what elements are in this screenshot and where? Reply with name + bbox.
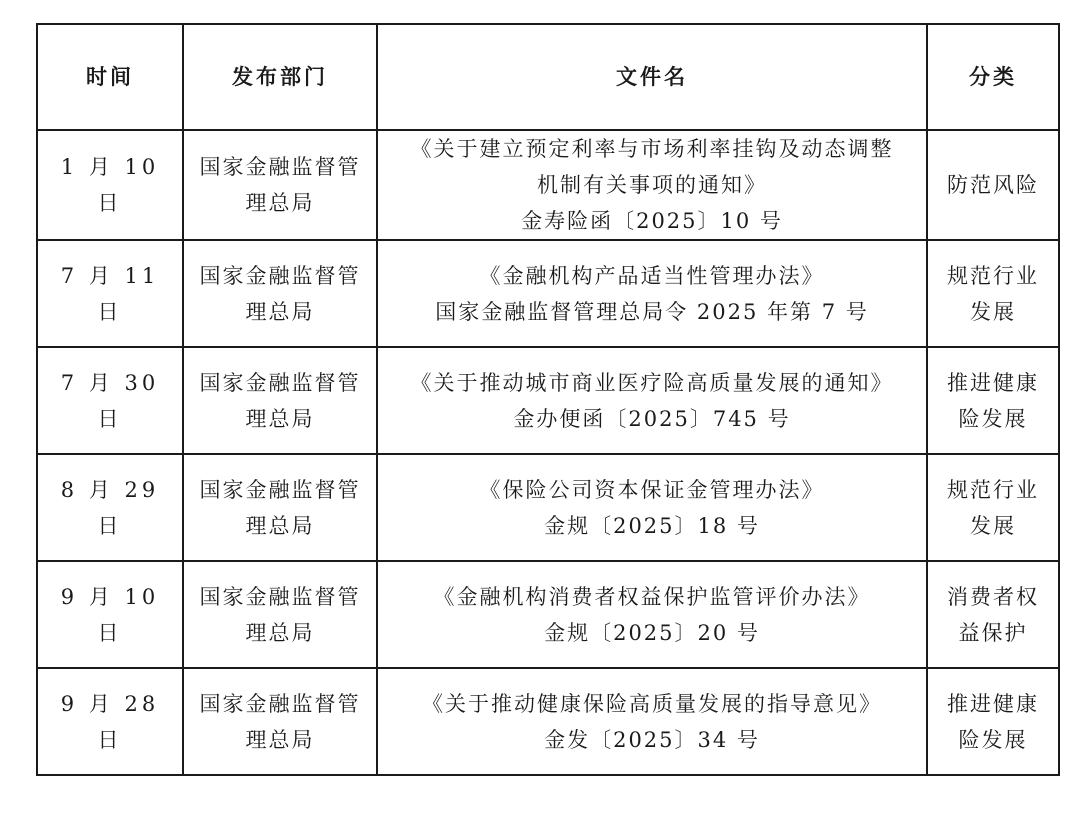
header-department: 发布部门 — [183, 24, 377, 130]
cell-category: 规范行业发展 — [927, 454, 1059, 561]
cell-document — [377, 347, 927, 454]
cell-department: 国家金融监督管理总局 — [183, 668, 377, 775]
cell-document — [377, 240, 927, 347]
cell-document — [377, 668, 927, 775]
document-title-line: 《金融机构产品适当性管理办法》 — [479, 263, 825, 288]
document-title-line: 《保险公司资本保证金管理办法》 — [479, 477, 825, 502]
cell-date: 1 月 10 日 — [37, 130, 183, 240]
cell-department: 国家金融监督管理总局 — [183, 561, 377, 668]
document-number: 金寿险函〔2025〕10 号 — [521, 209, 783, 233]
cell-date: 7 月 30 日 — [37, 347, 183, 454]
cell-category: 推进健康险发展 — [927, 347, 1059, 454]
cell-date: 7 月 11 日 — [37, 240, 183, 347]
cell-department: 国家金融监督管理总局 — [183, 454, 377, 561]
table-header — [37, 24, 1059, 130]
cell-date: 9 月 28 日 — [37, 668, 183, 775]
policy-table — [36, 23, 1060, 776]
document-number: 金规〔2025〕20 号 — [544, 620, 760, 645]
document-title-line: 《金融机构消费者权益保护监管评价办法》 — [433, 584, 871, 609]
document-number: 金发〔2025〕34 号 — [544, 727, 760, 752]
cell-document — [377, 454, 927, 561]
cell-document — [377, 130, 927, 240]
cell-department: 国家金融监督管理总局 — [183, 130, 377, 240]
document-number: 金规〔2025〕18 号 — [544, 513, 760, 538]
cell-category: 防范风险 — [927, 130, 1059, 240]
table-row — [37, 130, 1059, 240]
table-row — [37, 561, 1059, 668]
table-row — [37, 668, 1059, 775]
table-row — [37, 240, 1059, 347]
document-title-line: 机制有关事项的通知》 — [537, 173, 767, 197]
cell-date: 9 月 10 日 — [37, 561, 183, 668]
document-title-line: 《关于推动健康保险高质量发展的指导意见》 — [422, 691, 882, 716]
header-document: 文件名 — [377, 24, 927, 130]
document-number: 金办便函〔2025〕745 号 — [513, 406, 791, 431]
table-row — [37, 347, 1059, 454]
cell-category: 规范行业发展 — [927, 240, 1059, 347]
cell-department: 国家金融监督管理总局 — [183, 347, 377, 454]
document-title-line: 《关于推动城市商业医疗险高质量发展的通知》 — [410, 370, 894, 395]
header-category: 分类 — [927, 24, 1059, 130]
table-body — [37, 130, 1059, 775]
table-row — [37, 454, 1059, 561]
cell-category: 消费者权益保护 — [927, 561, 1059, 668]
header-date: 时间 — [37, 24, 183, 130]
cell-department: 国家金融监督管理总局 — [183, 240, 377, 347]
document-number: 国家金融监督管理总局令 2025 年第 7 号 — [435, 299, 869, 324]
cell-document — [377, 561, 927, 668]
cell-date: 8 月 29 日 — [37, 454, 183, 561]
document-title-line: 《关于建立预定利率与市场利率挂钩及动态调整 — [410, 137, 894, 161]
header-row — [37, 24, 1059, 130]
cell-category: 推进健康险发展 — [927, 668, 1059, 775]
